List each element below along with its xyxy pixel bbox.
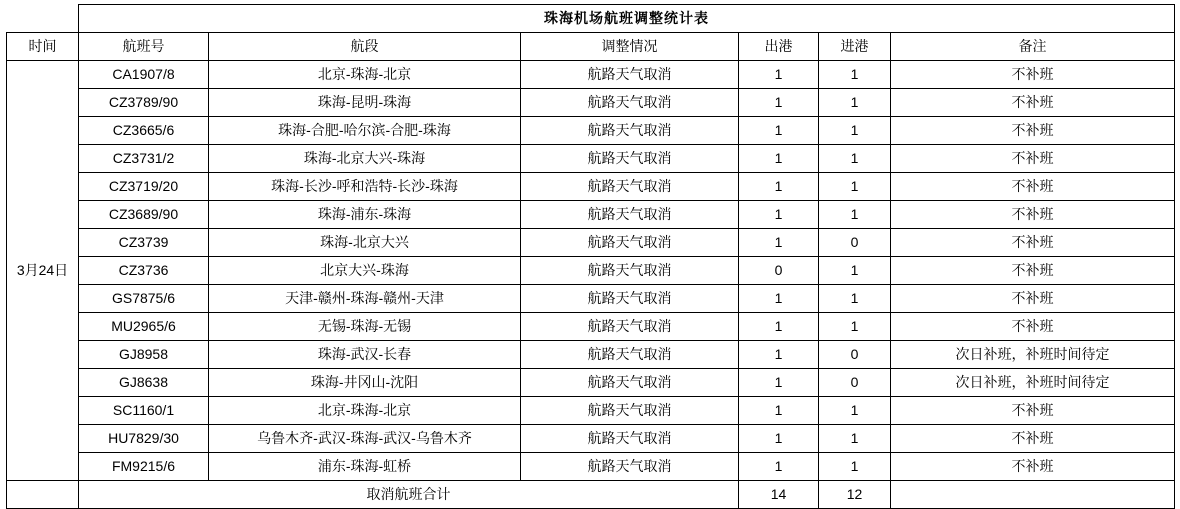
cell-flight-no: GJ8638 bbox=[79, 369, 209, 397]
cell-remark: 不补班 bbox=[891, 397, 1175, 425]
total-row-spacer bbox=[7, 481, 79, 509]
column-header-arrivals: 进港 bbox=[819, 33, 891, 61]
cell-segment: 浦东-珠海-虹桥 bbox=[209, 453, 521, 481]
cell-remark: 不补班 bbox=[891, 201, 1175, 229]
cell-departures: 0 bbox=[739, 257, 819, 285]
cell-remark: 不补班 bbox=[891, 89, 1175, 117]
flight-table bbox=[6, 4, 1175, 509]
cell-remark: 不补班 bbox=[891, 257, 1175, 285]
cell-flight-no: CA1907/8 bbox=[79, 61, 209, 89]
cell-departures: 1 bbox=[739, 341, 819, 369]
cell-arrivals: 1 bbox=[819, 425, 891, 453]
cell-segment: 天津-赣州-珠海-赣州-天津 bbox=[209, 285, 521, 313]
cell-adjustment: 航路天气取消 bbox=[521, 117, 739, 145]
cell-flight-no: MU2965/6 bbox=[79, 313, 209, 341]
column-header-adjustment: 调整情况 bbox=[521, 33, 739, 61]
cell-arrivals: 1 bbox=[819, 61, 891, 89]
total-label: 取消航班合计 bbox=[79, 481, 739, 509]
cell-adjustment: 航路天气取消 bbox=[521, 341, 739, 369]
cell-departures: 1 bbox=[739, 61, 819, 89]
cell-flight-no: FM9215/6 bbox=[79, 453, 209, 481]
cell-segment: 无锡-珠海-无锡 bbox=[209, 313, 521, 341]
cell-segment: 珠海-北京大兴-珠海 bbox=[209, 145, 521, 173]
cell-departures: 1 bbox=[739, 397, 819, 425]
cell-adjustment: 航路天气取消 bbox=[521, 369, 739, 397]
cell-segment: 珠海-浦东-珠海 bbox=[209, 201, 521, 229]
table-row bbox=[7, 369, 1175, 397]
cell-segment: 珠海-井冈山-沈阳 bbox=[209, 369, 521, 397]
date-cell: 3月24日 bbox=[7, 61, 79, 481]
total-remark bbox=[891, 481, 1175, 509]
cell-arrivals: 1 bbox=[819, 257, 891, 285]
cell-adjustment: 航路天气取消 bbox=[521, 173, 739, 201]
table-row bbox=[7, 117, 1175, 145]
cell-segment: 珠海-长沙-呼和浩特-长沙-珠海 bbox=[209, 173, 521, 201]
cell-remark: 不补班 bbox=[891, 285, 1175, 313]
cell-remark: 不补班 bbox=[891, 117, 1175, 145]
cell-departures: 1 bbox=[739, 313, 819, 341]
column-header-flight-no: 航班号 bbox=[79, 33, 209, 61]
cell-remark: 次日补班，补班时间待定 bbox=[891, 341, 1175, 369]
cell-arrivals: 1 bbox=[819, 89, 891, 117]
cell-segment: 北京-珠海-北京 bbox=[209, 397, 521, 425]
cell-arrivals: 1 bbox=[819, 117, 891, 145]
cell-remark: 不补班 bbox=[891, 229, 1175, 257]
title-row bbox=[7, 5, 1175, 33]
cell-flight-no: GJ8958 bbox=[79, 341, 209, 369]
table-row bbox=[7, 229, 1175, 257]
table-row bbox=[7, 89, 1175, 117]
cell-departures: 1 bbox=[739, 89, 819, 117]
cell-adjustment: 航路天气取消 bbox=[521, 61, 739, 89]
cell-flight-no: GS7875/6 bbox=[79, 285, 209, 313]
cell-segment: 珠海-合肥-哈尔滨-合肥-珠海 bbox=[209, 117, 521, 145]
cell-departures: 1 bbox=[739, 117, 819, 145]
cell-flight-no: CZ3736 bbox=[79, 257, 209, 285]
cell-departures: 1 bbox=[739, 369, 819, 397]
cell-arrivals: 1 bbox=[819, 173, 891, 201]
cell-flight-no: SC1160/1 bbox=[79, 397, 209, 425]
cell-adjustment: 航路天气取消 bbox=[521, 257, 739, 285]
cell-arrivals: 1 bbox=[819, 145, 891, 173]
total-arrivals: 12 bbox=[819, 481, 891, 509]
page-title: 珠海机场航班调整统计表 bbox=[79, 5, 1175, 33]
cell-arrivals: 1 bbox=[819, 453, 891, 481]
cell-arrivals: 0 bbox=[819, 229, 891, 257]
cell-arrivals: 1 bbox=[819, 397, 891, 425]
cell-segment: 珠海-武汉-长春 bbox=[209, 341, 521, 369]
total-departures: 14 bbox=[739, 481, 819, 509]
cell-remark: 不补班 bbox=[891, 313, 1175, 341]
cell-adjustment: 航路天气取消 bbox=[521, 453, 739, 481]
cell-departures: 1 bbox=[739, 453, 819, 481]
cell-departures: 1 bbox=[739, 285, 819, 313]
cell-flight-no: CZ3665/6 bbox=[79, 117, 209, 145]
cell-remark: 不补班 bbox=[891, 173, 1175, 201]
total-row bbox=[7, 481, 1175, 509]
cell-arrivals: 0 bbox=[819, 369, 891, 397]
cell-segment: 珠海-北京大兴 bbox=[209, 229, 521, 257]
column-header-remark: 备注 bbox=[891, 33, 1175, 61]
table-row bbox=[7, 61, 1175, 89]
cell-remark: 不补班 bbox=[891, 425, 1175, 453]
header-row bbox=[7, 33, 1175, 61]
table-row bbox=[7, 397, 1175, 425]
table-row bbox=[7, 341, 1175, 369]
cell-adjustment: 航路天气取消 bbox=[521, 285, 739, 313]
column-header-time: 时间 bbox=[7, 33, 79, 61]
cell-flight-no: CZ3689/90 bbox=[79, 201, 209, 229]
cell-remark: 次日补班，补班时间待定 bbox=[891, 369, 1175, 397]
cell-arrivals: 1 bbox=[819, 285, 891, 313]
cell-arrivals: 0 bbox=[819, 341, 891, 369]
cell-segment: 北京-珠海-北京 bbox=[209, 61, 521, 89]
cell-remark: 不补班 bbox=[891, 61, 1175, 89]
cell-adjustment: 航路天气取消 bbox=[521, 397, 739, 425]
cell-flight-no: CZ3731/2 bbox=[79, 145, 209, 173]
cell-departures: 1 bbox=[739, 425, 819, 453]
cell-adjustment: 航路天气取消 bbox=[521, 89, 739, 117]
cell-adjustment: 航路天气取消 bbox=[521, 425, 739, 453]
table-row bbox=[7, 285, 1175, 313]
cell-adjustment: 航路天气取消 bbox=[521, 313, 739, 341]
cell-segment: 北京大兴-珠海 bbox=[209, 257, 521, 285]
table-row bbox=[7, 453, 1175, 481]
cell-adjustment: 航路天气取消 bbox=[521, 201, 739, 229]
cell-departures: 1 bbox=[739, 173, 819, 201]
cell-remark: 不补班 bbox=[891, 145, 1175, 173]
table-row bbox=[7, 173, 1175, 201]
table-row bbox=[7, 145, 1175, 173]
cell-flight-no: CZ3719/20 bbox=[79, 173, 209, 201]
column-header-departures: 出港 bbox=[739, 33, 819, 61]
cell-adjustment: 航路天气取消 bbox=[521, 145, 739, 173]
cell-arrivals: 1 bbox=[819, 313, 891, 341]
table-row bbox=[7, 201, 1175, 229]
table-row bbox=[7, 313, 1175, 341]
cell-departures: 1 bbox=[739, 145, 819, 173]
corner-blank-cell bbox=[7, 5, 79, 33]
cell-arrivals: 1 bbox=[819, 201, 891, 229]
table-row bbox=[7, 425, 1175, 453]
cell-segment: 乌鲁木齐-武汉-珠海-武汉-乌鲁木齐 bbox=[209, 425, 521, 453]
cell-segment: 珠海-昆明-珠海 bbox=[209, 89, 521, 117]
cell-departures: 1 bbox=[739, 201, 819, 229]
cell-adjustment: 航路天气取消 bbox=[521, 229, 739, 257]
column-header-segment: 航段 bbox=[209, 33, 521, 61]
cell-flight-no: CZ3739 bbox=[79, 229, 209, 257]
cell-departures: 1 bbox=[739, 229, 819, 257]
cell-flight-no: HU7829/30 bbox=[79, 425, 209, 453]
cell-flight-no: CZ3789/90 bbox=[79, 89, 209, 117]
table-row bbox=[7, 257, 1175, 285]
cell-remark: 不补班 bbox=[891, 453, 1175, 481]
